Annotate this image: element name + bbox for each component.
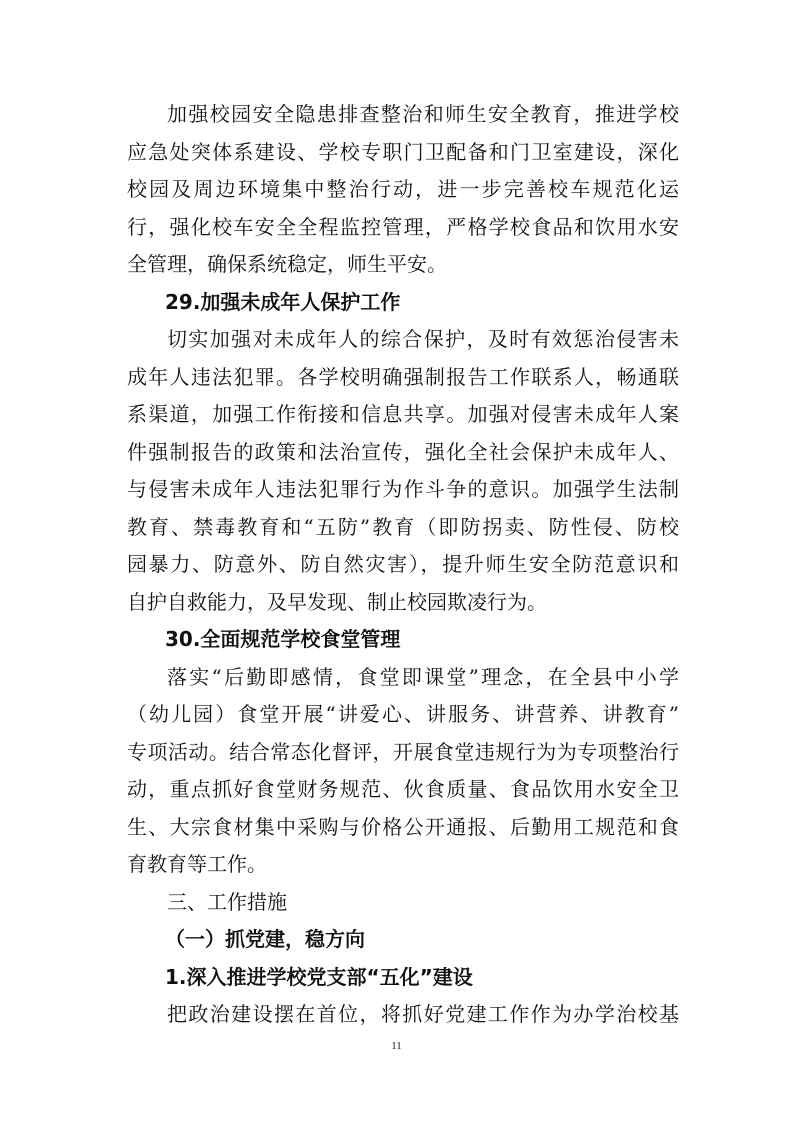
paragraph-line: 教育、禁毒教育和“五防”教育（即防拐卖、防性侵、防校 [127, 514, 679, 539]
paragraph-line: 育教育等工作。 [127, 852, 267, 876]
paragraph-line: 加强校园安全隐患排查整治和师生安全教育，推进学校 [167, 102, 679, 126]
paragraph-line: 专项活动。结合常态化督评，开展食堂违规行为为专项整治行 [127, 739, 679, 764]
paragraph-line: 切实加强对未成年人的综合保护，及时有效惩治侵害未 [167, 327, 679, 351]
paragraph-line: 校园及周边环境集中整治行动，进一步完善校车规范化运 [127, 177, 679, 201]
section-heading-29: 29.加强未成年人保护工作 [165, 289, 401, 314]
section-heading-30: 30.全面规范学校食堂管理 [165, 627, 401, 651]
chapter-heading: 三、工作措施 [167, 889, 287, 914]
paragraph-line: 生、大宗食材集中采购与价格公开通报、后勤用工规范和食 [127, 814, 679, 839]
page-number: 11 [391, 1040, 402, 1052]
paragraph-line: 成年人违法犯罪。各学校明确强制报告工作联系人，畅通联 [127, 364, 679, 389]
paragraph-line: 把政治建设摆在首位，将抓好党建工作作为办学治校基 [167, 1002, 679, 1026]
paragraph-line: 行，强化校车安全全程监控管理，严格学校食品和饮用水安 [127, 214, 679, 239]
item-heading: 1.深入推进学校党支部“五化”建设 [165, 964, 473, 989]
paragraph-line: 件强制报告的政策和法治宣传，强化全社会保护未成年人、 [127, 439, 679, 464]
subsection-heading: （一）抓党建，稳方向 [165, 927, 365, 951]
paragraph-line: 落实“后勤即感情，食堂即课堂”理念，在全县中小学 [167, 664, 679, 689]
paragraph-line: （幼儿园）食堂开展“讲爱心、讲服务、讲营养、讲教育” [127, 702, 679, 726]
paragraph-line: 全管理，确保系统稳定，师生平安。 [127, 252, 447, 276]
paragraph-line: 与侵害未成年人违法犯罪行为作斗争的意识。加强学生法制 [127, 477, 679, 501]
paragraph-line: 自护自救能力，及早发现、制止校园欺凌行为。 [127, 589, 547, 614]
paragraph-line: 园暴力、防意外、防自然灾害），提升师生安全防范意识和 [127, 552, 679, 576]
paragraph-line: 应急处突体系建设、学校专职门卫配备和门卫室建设，深化 [127, 139, 679, 164]
paragraph-line: 系渠道，加强工作衔接和信息共享。加强对侵害未成年人案 [127, 402, 679, 426]
body-text [127, 96, 679, 1034]
paragraph-line: 动，重点抓好食堂财务规范、伙食质量、食品饮用水安全卫 [127, 777, 679, 801]
